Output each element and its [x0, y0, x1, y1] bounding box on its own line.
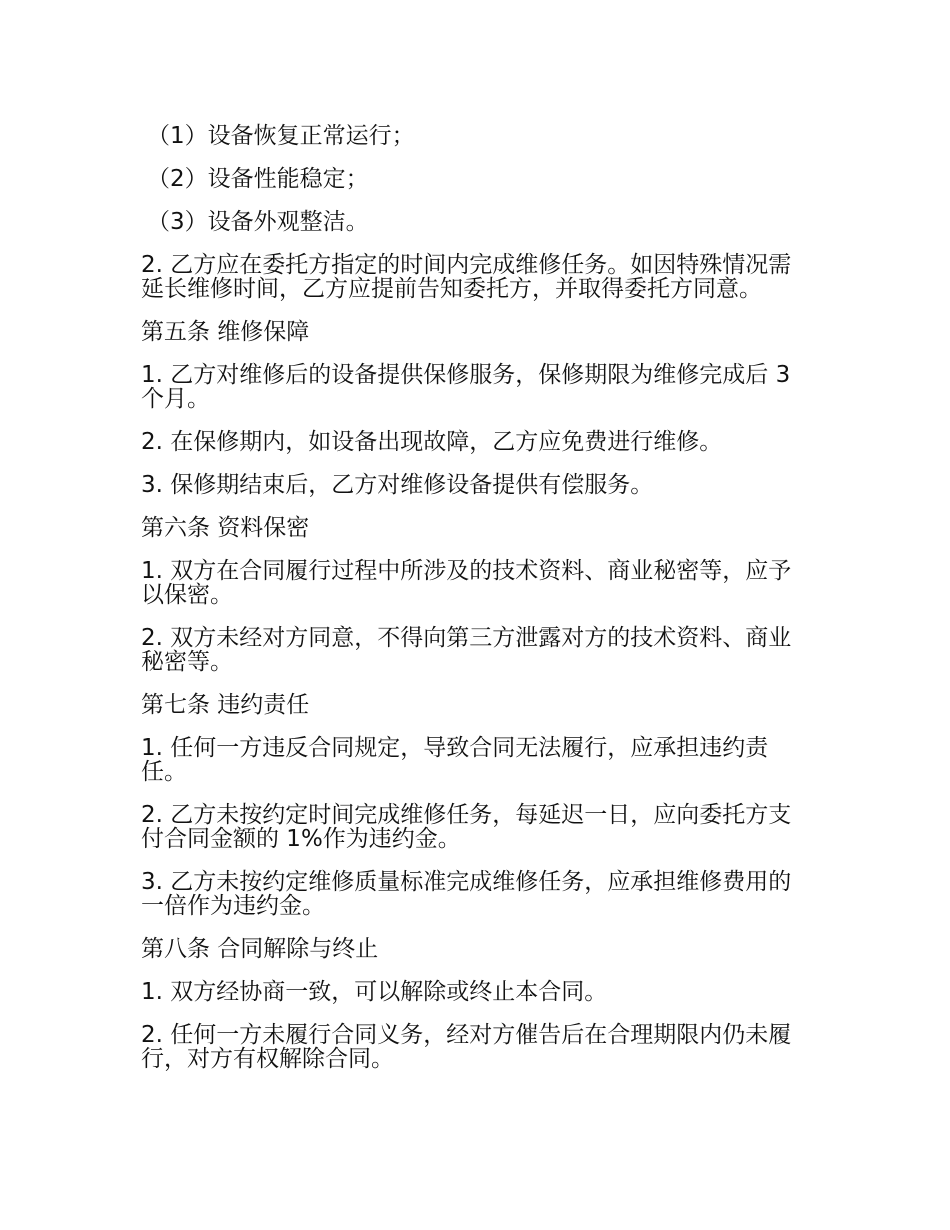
standard-item-3: （3）设备外观整洁。 [147, 209, 369, 235]
article-heading-7: 第七条 违约责任 [141, 692, 310, 718]
clause-paragraph: 1. 双方经协商一致，可以解除或终止本合同。 [141, 979, 608, 1005]
document-body [141, 124, 806, 1090]
clause-paragraph: 2. 任何一方未履行合同义务，经对方催告后在合理期限内仍未履行，对方有权解除合同。 [141, 1022, 792, 1072]
clause-paragraph: 1. 乙方对维修后的设备提供保修服务，保修期限为维修完成后 3 个月。 [141, 362, 791, 412]
clause-paragraph: 2. 双方未经对方同意，不得向第三方泄露对方的技术资料、商业秘密等。 [141, 625, 792, 675]
clause-paragraph: 3. 乙方未按约定维修质量标准完成维修任务，应承担维修费用的一倍作为违约金。 [141, 869, 792, 919]
article-heading-8: 第八条 合同解除与终止 [141, 936, 379, 962]
clause-paragraph: 1. 任何一方违反合同规定，导致合同无法履行，应承担违约责任。 [141, 735, 769, 785]
clause-paragraph: 2. 乙方应在委托方指定的时间内完成维修任务。如因特殊情况需延长维修时间，乙方应提前告知委托方，并取得委托方同意。 [141, 252, 792, 302]
article-heading-5: 第五条 维修保障 [141, 319, 310, 345]
clause-paragraph: 2. 在保修期内，如设备出现故障，乙方应免费进行维修。 [141, 429, 723, 455]
article-heading-6: 第六条 资料保密 [141, 515, 310, 541]
clause-paragraph: 2. 乙方未按约定时间完成维修任务，每延迟一日，应向委托方支付合同金额的 1%作为违约金。 [141, 802, 792, 852]
standard-item-1: （1）设备恢复正常运行； [147, 123, 415, 149]
standard-item-2: （2）设备性能稳定； [147, 166, 369, 192]
clause-paragraph: 1. 双方在合同履行过程中所涉及的技术资料、商业秘密等，应予以保密。 [141, 558, 792, 608]
clause-paragraph: 3. 保修期结束后，乙方对维修设备提供有偿服务。 [141, 472, 654, 498]
